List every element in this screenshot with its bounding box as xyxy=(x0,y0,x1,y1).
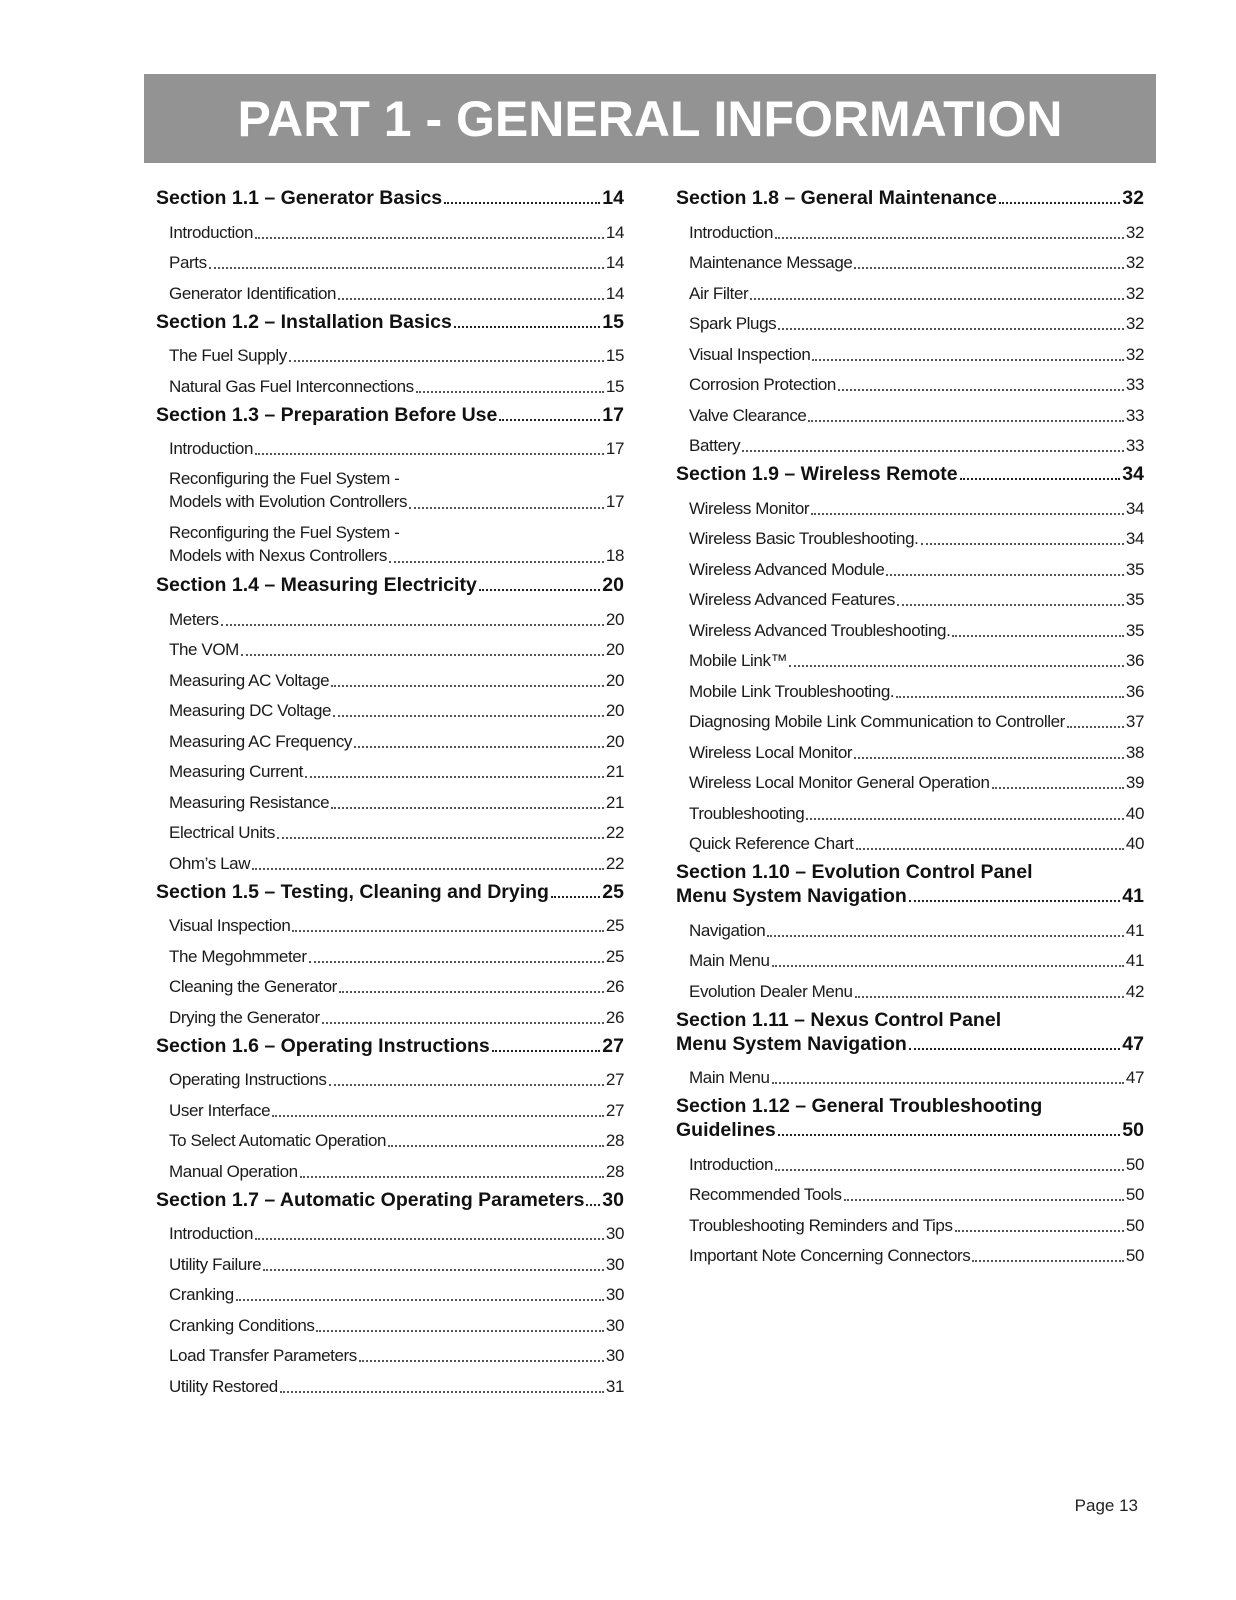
section-title-row xyxy=(676,884,1144,908)
toc-entry-title[interactable]: The Megohmmeter xyxy=(169,946,307,966)
toc-entry[interactable] xyxy=(689,1059,1144,1090)
dot-leader xyxy=(806,812,1124,820)
page-ref[interactable]: 50 xyxy=(1122,1119,1144,1141)
page-ref[interactable]: 33 xyxy=(1125,405,1144,425)
toc-entry-title[interactable]: Introduction xyxy=(689,1154,774,1174)
page-ref[interactable]: 20 xyxy=(605,731,624,751)
page-ref[interactable]: 20 xyxy=(602,574,624,596)
page-ref[interactable]: 18 xyxy=(605,546,624,565)
dot-leader xyxy=(300,1170,604,1178)
toc-entry-title[interactable]: Valve Clearance xyxy=(689,405,807,425)
dot-leader xyxy=(329,1078,604,1086)
page-ref[interactable]: 35 xyxy=(1125,590,1144,609)
toc-entry[interactable] xyxy=(689,581,1144,612)
dot-leader xyxy=(854,261,1123,269)
page-ref[interactable]: 30 xyxy=(605,1315,624,1335)
toc-entry[interactable] xyxy=(169,600,624,631)
dot-leader xyxy=(775,1163,1124,1171)
toc-entry-title[interactable]: Natural Gas Fuel Interconnections xyxy=(169,376,414,396)
toc-section-heading[interactable] xyxy=(156,403,624,427)
toc-entry[interactable] xyxy=(689,942,1144,973)
page-ref[interactable]: 14 xyxy=(602,187,624,209)
toc-entry-title[interactable]: Air Filter xyxy=(689,283,749,303)
toc-entry[interactable] xyxy=(169,722,624,753)
page-ref[interactable]: 34 xyxy=(1125,498,1144,518)
toc-entry[interactable] xyxy=(169,1367,624,1398)
toc-entry-title[interactable]: Measuring AC Frequency xyxy=(169,731,353,751)
toc-entry[interactable] xyxy=(169,1306,624,1337)
toc-entry[interactable] xyxy=(689,764,1144,795)
page-ref[interactable]: 31 xyxy=(605,1376,624,1396)
toc-entry-title[interactable]: Visual Inspection xyxy=(169,916,291,935)
toc-entry[interactable] xyxy=(169,213,624,244)
section-title-row xyxy=(676,1118,1144,1142)
dot-leader xyxy=(896,690,1124,698)
page-ref[interactable]: 15 xyxy=(605,346,624,365)
dot-leader xyxy=(772,959,1124,967)
dot-leader xyxy=(255,1232,604,1240)
toc-entry[interactable] xyxy=(169,522,624,568)
toc-section-heading[interactable] xyxy=(676,462,1144,486)
toc-entry[interactable] xyxy=(689,396,1144,427)
dot-leader xyxy=(221,618,604,626)
toc-entry[interactable] xyxy=(169,631,624,662)
toc-entry[interactable] xyxy=(689,244,1144,275)
toc-entry-title[interactable]: Main Menu xyxy=(689,951,770,970)
dot-leader xyxy=(388,1139,604,1147)
toc-entry-title[interactable]: Measuring Current xyxy=(169,762,303,781)
dot-leader xyxy=(416,385,604,393)
page-ref[interactable]: 50 xyxy=(1125,1154,1144,1174)
dot-leader xyxy=(742,444,1124,452)
toc-entry[interactable] xyxy=(169,753,624,784)
toc-entry-title[interactable]: Cranking xyxy=(169,1285,234,1304)
section-title[interactable]: Section 1.8 – General Maintenance xyxy=(676,187,997,209)
dot-leader xyxy=(586,1198,600,1206)
page-ref[interactable]: 20 xyxy=(605,640,624,659)
toc-entry-title-line1: Reconfiguring the Fuel System - xyxy=(169,469,400,488)
toc-section-heading[interactable] xyxy=(156,186,624,210)
toc-entry-title[interactable]: Recommended Tools xyxy=(689,1185,842,1204)
page-ref[interactable]: 28 xyxy=(605,1161,624,1181)
toc-entry-title[interactable]: Quick Reference Chart xyxy=(689,834,854,853)
toc-entry[interactable] xyxy=(169,783,624,814)
toc-entry-title[interactable]: Models with Evolution Controllers xyxy=(169,492,408,511)
toc-entry[interactable] xyxy=(689,642,1144,673)
dot-leader xyxy=(855,990,1124,998)
part-banner xyxy=(144,74,1156,163)
page-ref[interactable]: 20 xyxy=(605,609,624,629)
dot-leader xyxy=(909,894,1120,902)
dot-leader xyxy=(236,1293,604,1301)
dot-leader xyxy=(209,261,604,269)
dot-leader xyxy=(316,1324,603,1332)
page-ref[interactable]: 32 xyxy=(1125,344,1144,364)
page-ref[interactable]: 47 xyxy=(1125,1068,1144,1087)
toc-entry-title[interactable]: Maintenance Message xyxy=(689,253,853,272)
toc-entry-title[interactable]: Cranking Conditions xyxy=(169,1315,315,1335)
dot-leader xyxy=(856,842,1124,850)
page-ref[interactable]: 27 xyxy=(605,1070,624,1089)
section-title-row xyxy=(676,1032,1144,1056)
toc-entry-title[interactable]: Mobile Link Troubleshooting. xyxy=(689,681,895,701)
toc-entry-title[interactable]: Wireless Local Monitor xyxy=(689,742,853,762)
dot-leader xyxy=(854,751,1124,759)
toc-entry[interactable] xyxy=(689,703,1144,734)
page-ref[interactable]: 25 xyxy=(605,916,624,935)
toc-section-heading[interactable] xyxy=(676,1094,1144,1142)
page-ref[interactable]: 27 xyxy=(602,1034,624,1057)
dot-leader xyxy=(808,414,1123,422)
toc-entry[interactable] xyxy=(169,337,624,368)
toc-entry-title-line1: Reconfiguring the Fuel System - xyxy=(169,523,400,542)
page-ref[interactable]: 20 xyxy=(605,701,624,720)
section-title[interactable]: Section 1.1 – Generator Basics xyxy=(156,187,443,209)
toc-entry[interactable] xyxy=(169,1091,624,1122)
dot-leader xyxy=(454,320,600,328)
toc-entry-title[interactable]: The VOM xyxy=(169,640,239,659)
dot-leader xyxy=(992,781,1124,789)
section-title[interactable]: Section 1.3 – Preparation Before Use xyxy=(156,403,498,426)
toc-entry[interactable] xyxy=(689,489,1144,520)
toc-entry-title[interactable]: Main Menu xyxy=(689,1068,770,1087)
toc-entry[interactable] xyxy=(169,661,624,692)
page-ref[interactable]: 36 xyxy=(1125,651,1144,670)
page-ref[interactable]: 15 xyxy=(605,376,624,396)
page-ref[interactable]: 14 xyxy=(605,283,624,303)
toc-entry-row xyxy=(169,490,624,514)
toc-entry-title[interactable]: Battery xyxy=(689,436,741,455)
section-title[interactable]: Section 1.4 – Measuring Electricity xyxy=(156,574,477,596)
page-ref[interactable]: 26 xyxy=(605,977,624,996)
page-ref[interactable]: 33 xyxy=(1125,436,1144,455)
page-ref[interactable]: 42 xyxy=(1125,981,1144,1001)
toc-section-heading[interactable] xyxy=(156,1034,624,1058)
dot-leader xyxy=(255,231,604,239)
page-ref[interactable]: 30 xyxy=(605,1224,624,1243)
toc-section-heading[interactable] xyxy=(156,310,624,334)
dot-leader xyxy=(359,1354,604,1362)
toc-entry[interactable] xyxy=(169,1152,624,1183)
toc-entry[interactable] xyxy=(169,907,624,938)
page-ref[interactable]: 20 xyxy=(605,670,624,690)
dot-leader xyxy=(767,929,1124,937)
page-ref[interactable]: 27 xyxy=(605,1100,624,1120)
dot-leader xyxy=(972,1254,1124,1262)
dot-leader xyxy=(750,292,1124,300)
toc-entry[interactable] xyxy=(169,937,624,968)
toc-entry[interactable] xyxy=(169,1061,624,1092)
toc-entry-title[interactable]: The Fuel Supply xyxy=(169,346,287,365)
section-title[interactable]: Section 1.7 – Automatic Operating Parameters xyxy=(156,1188,585,1211)
page-ref[interactable]: 34 xyxy=(1122,463,1144,485)
toc-entry-title[interactable]: Load Transfer Parameters xyxy=(169,1346,357,1365)
toc-entry[interactable] xyxy=(689,1237,1144,1268)
dot-leader xyxy=(479,583,601,591)
page-ref[interactable]: 32 xyxy=(1122,187,1144,209)
dot-leader xyxy=(280,1385,604,1393)
toc-entry-title[interactable]: Measuring DC Voltage xyxy=(169,701,332,720)
dot-leader xyxy=(263,1263,604,1271)
toc-entry[interactable] xyxy=(689,550,1144,581)
page-number: Page 13 xyxy=(1074,1496,1138,1515)
page-ref[interactable]: 50 xyxy=(1125,1246,1144,1265)
toc-entry[interactable] xyxy=(689,1206,1144,1237)
toc-entry-title[interactable]: Introduction xyxy=(169,222,254,242)
toc-entry-title[interactable]: Drying the Generator xyxy=(169,1007,320,1027)
page-ref[interactable]: 17 xyxy=(602,403,624,426)
dot-leader xyxy=(309,955,604,963)
toc-entry-title[interactable]: Cleaning the Generator xyxy=(169,977,337,996)
page-ref[interactable]: 30 xyxy=(605,1346,624,1365)
toc-entry-title[interactable]: Mobile Link™ xyxy=(689,651,788,670)
page-ref[interactable]: 36 xyxy=(1125,681,1144,701)
toc-entry-title[interactable]: Wireless Advanced Features xyxy=(689,590,895,609)
toc-entry-title[interactable]: Measuring AC Voltage xyxy=(169,670,330,690)
toc-entry-title[interactable]: Wireless Basic Troubleshooting. xyxy=(689,529,919,548)
toc-entry-row xyxy=(169,544,624,568)
toc-entry[interactable] xyxy=(689,305,1144,336)
page-ref[interactable]: 22 xyxy=(605,853,624,873)
toc-entry-title[interactable]: Diagnosing Mobile Link Communication to Controller xyxy=(689,712,1065,731)
page-ref[interactable]: 38 xyxy=(1125,742,1144,762)
toc-section-heading[interactable] xyxy=(676,1008,1144,1056)
page-ref[interactable]: 32 xyxy=(1125,253,1144,272)
page-ref[interactable]: 32 xyxy=(1125,314,1144,333)
part-title: PART 1 - GENERAL INFORMATION xyxy=(237,90,1063,147)
dot-leader xyxy=(389,555,604,563)
toc-entry[interactable] xyxy=(689,911,1144,942)
dot-leader xyxy=(909,1042,1120,1050)
toc-section-heading[interactable] xyxy=(156,880,624,904)
toc-entry-title[interactable]: Utility Failure xyxy=(169,1254,262,1274)
page-ref[interactable]: 15 xyxy=(602,310,624,333)
dot-leader xyxy=(772,1076,1124,1084)
page-ref[interactable]: 30 xyxy=(605,1285,624,1304)
toc-entry-title[interactable]: Wireless Advanced Module xyxy=(689,559,885,579)
toc-section-heading[interactable] xyxy=(156,1188,624,1212)
toc-entry[interactable] xyxy=(689,794,1144,825)
dot-leader xyxy=(277,831,604,839)
section-title-line1: Section 1.10 – Evolution Control Panel xyxy=(676,861,1033,883)
dot-leader xyxy=(331,801,604,809)
toc-entry-title[interactable]: Visual Inspection xyxy=(689,344,811,364)
dot-leader xyxy=(778,322,1124,330)
toc-section-heading[interactable] xyxy=(676,860,1144,908)
dot-leader xyxy=(339,985,604,993)
dot-leader xyxy=(333,709,604,717)
toc-entry-title[interactable]: Wireless Local Monitor General Operation xyxy=(689,773,990,792)
dot-leader xyxy=(789,659,1124,667)
toc-entry-title[interactable]: Operating Instructions xyxy=(169,1070,327,1089)
page-ref[interactable]: 25 xyxy=(605,946,624,966)
toc-entry[interactable] xyxy=(689,1176,1144,1207)
dot-leader xyxy=(289,354,604,362)
section-title-line1: Section 1.12 – General Troubleshooting xyxy=(676,1095,1043,1117)
page-ref[interactable]: 32 xyxy=(1125,222,1144,242)
toc-entry-title[interactable]: User Interface xyxy=(169,1100,271,1120)
page-ref[interactable]: 41 xyxy=(1125,951,1144,970)
page-ref[interactable]: 22 xyxy=(605,823,624,842)
toc-entry-title[interactable]: Introduction xyxy=(169,1224,254,1243)
page-ref[interactable]: 34 xyxy=(1125,529,1144,548)
toc-entry[interactable] xyxy=(689,213,1144,244)
dot-leader xyxy=(897,598,1124,606)
toc-left-column xyxy=(156,186,624,1398)
page-ref[interactable]: 41 xyxy=(1125,920,1144,940)
dot-leader xyxy=(886,568,1123,576)
section-title[interactable]: Section 1.9 – Wireless Remote xyxy=(676,463,958,485)
toc-entry[interactable] xyxy=(689,274,1144,305)
dot-leader xyxy=(499,413,600,421)
toc-entry[interactable] xyxy=(689,335,1144,366)
dot-leader xyxy=(775,231,1124,239)
section-title[interactable]: Section 1.2 – Installation Basics xyxy=(156,310,452,333)
toc-entry-title[interactable]: Important Note Concerning Connectors xyxy=(689,1246,971,1265)
dot-leader xyxy=(844,1193,1124,1201)
toc-entry-title[interactable]: Troubleshooting xyxy=(689,803,805,823)
dot-leader xyxy=(354,740,604,748)
toc-entry[interactable] xyxy=(169,844,624,875)
toc-entry[interactable] xyxy=(169,468,624,514)
dot-leader xyxy=(292,924,603,932)
dot-leader xyxy=(305,770,604,778)
toc-entry-title[interactable]: Electrical Units xyxy=(169,823,276,842)
toc-entry[interactable] xyxy=(689,972,1144,1003)
toc-entry[interactable] xyxy=(169,814,624,845)
dot-leader xyxy=(255,447,604,455)
toc-entry[interactable] xyxy=(169,274,624,305)
toc-entry-title[interactable]: Navigation xyxy=(689,920,766,940)
toc-entry[interactable] xyxy=(169,1276,624,1307)
dot-leader xyxy=(952,629,1124,637)
toc-entry-title[interactable]: Models with Nexus Controllers xyxy=(169,546,387,565)
section-title[interactable]: Section 1.5 – Testing, Cleaning and Drying xyxy=(156,880,549,903)
page-ref[interactable]: 21 xyxy=(605,792,624,812)
dot-leader xyxy=(492,1044,601,1052)
toc-entry-title[interactable]: Evolution Dealer Menu xyxy=(689,981,853,1001)
toc-entry-title[interactable]: Spark Plugs xyxy=(689,314,777,333)
page-ref[interactable]: 35 xyxy=(1125,620,1144,640)
page-ref[interactable]: 40 xyxy=(1125,803,1144,823)
dot-leader xyxy=(252,862,604,870)
page-ref[interactable]: 39 xyxy=(1125,773,1144,792)
toc-entry[interactable] xyxy=(169,1122,624,1153)
dot-leader xyxy=(812,353,1123,361)
toc-entry[interactable] xyxy=(169,968,624,999)
dot-leader xyxy=(960,472,1121,480)
toc-entry[interactable] xyxy=(689,427,1144,458)
toc-entry-title[interactable]: Introduction xyxy=(689,222,774,242)
toc-entry[interactable] xyxy=(169,1245,624,1276)
page-ref[interactable]: 26 xyxy=(605,1007,624,1027)
page-ref[interactable]: 14 xyxy=(605,222,624,242)
toc-entry-title[interactable]: Troubleshooting Reminders and Tips xyxy=(689,1215,953,1235)
section-title[interactable]: Menu System Navigation xyxy=(676,885,907,907)
dot-leader xyxy=(778,1128,1121,1136)
toc-entry-title[interactable]: Introduction xyxy=(169,439,254,458)
toc-entry[interactable] xyxy=(169,430,624,461)
page-ref[interactable]: 30 xyxy=(605,1254,624,1274)
dot-leader xyxy=(999,196,1121,204)
page-ref[interactable]: 40 xyxy=(1125,834,1144,853)
dot-leader xyxy=(921,537,1124,545)
toc-right-column xyxy=(676,186,1144,1267)
page-ref[interactable]: 33 xyxy=(1125,375,1144,394)
page-ref[interactable]: 41 xyxy=(1122,885,1144,907)
page-ref[interactable]: 25 xyxy=(602,880,624,903)
toc-entry-title[interactable]: To Select Automatic Operation xyxy=(169,1131,387,1150)
toc-entry-title[interactable]: Parts xyxy=(169,253,207,272)
toc-entry[interactable] xyxy=(169,1337,624,1368)
toc-entry-title[interactable]: Utility Restored xyxy=(169,1376,278,1396)
toc-section-heading[interactable] xyxy=(676,186,1144,210)
toc-entry[interactable] xyxy=(689,1145,1144,1176)
toc-entry[interactable] xyxy=(689,520,1144,551)
toc-entry-title[interactable]: Wireless Advanced Troubleshooting. xyxy=(689,620,951,640)
dot-leader xyxy=(409,501,604,509)
page-ref[interactable]: 50 xyxy=(1125,1185,1144,1204)
page-ref[interactable]: 35 xyxy=(1125,559,1144,579)
page-ref[interactable]: 14 xyxy=(605,253,624,272)
dot-leader xyxy=(551,890,600,898)
page-ref[interactable]: 32 xyxy=(1125,283,1144,303)
dot-leader xyxy=(331,679,604,687)
toc-entry-title[interactable]: Corrosion Protection xyxy=(689,375,836,394)
dot-leader xyxy=(444,196,600,204)
toc-entry-title[interactable]: Manual Operation xyxy=(169,1161,298,1181)
toc-section-heading[interactable] xyxy=(156,573,624,597)
page-ref[interactable]: 50 xyxy=(1125,1215,1144,1235)
section-title-line1: Section 1.11 – Nexus Control Panel xyxy=(676,1008,1002,1031)
page-ref[interactable]: 37 xyxy=(1125,712,1144,731)
section-title[interactable]: Section 1.6 – Operating Instructions xyxy=(156,1034,490,1057)
toc-entry[interactable] xyxy=(169,692,624,723)
dot-leader xyxy=(241,648,604,656)
dot-leader xyxy=(1067,720,1124,728)
dot-leader xyxy=(322,1016,604,1024)
dot-leader xyxy=(955,1224,1124,1232)
toc-entry[interactable] xyxy=(689,733,1144,764)
toc-entry[interactable] xyxy=(169,998,624,1029)
toc-entry-title[interactable]: Meters xyxy=(169,609,219,629)
toc-entry-title[interactable]: Generator Identification xyxy=(169,283,337,303)
toc-entry[interactable] xyxy=(689,366,1144,397)
toc-entry[interactable] xyxy=(169,367,624,398)
page-ref[interactable]: 30 xyxy=(602,1188,624,1211)
dot-leader xyxy=(811,507,1124,515)
page-ref[interactable]: 21 xyxy=(605,762,624,781)
section-title[interactable]: Menu System Navigation xyxy=(676,1032,907,1055)
page-ref[interactable]: 47 xyxy=(1122,1032,1144,1055)
toc-entry-title[interactable]: Wireless Monitor xyxy=(689,498,810,518)
dot-leader xyxy=(838,383,1124,391)
section-title[interactable]: Guidelines xyxy=(676,1119,776,1141)
toc-entry-title[interactable]: Ohm’s Law xyxy=(169,853,251,873)
toc-entry[interactable] xyxy=(169,1215,624,1246)
page-ref[interactable]: 17 xyxy=(605,492,624,511)
toc-entry[interactable] xyxy=(689,672,1144,703)
toc-entry-title[interactable]: Measuring Resistance xyxy=(169,792,330,812)
toc-entry[interactable] xyxy=(689,825,1144,856)
page-ref[interactable]: 28 xyxy=(605,1131,624,1150)
toc-entry[interactable] xyxy=(689,611,1144,642)
toc-entry[interactable] xyxy=(169,244,624,275)
dot-leader xyxy=(272,1109,604,1117)
page-ref[interactable]: 17 xyxy=(605,439,624,458)
dot-leader xyxy=(338,292,604,300)
